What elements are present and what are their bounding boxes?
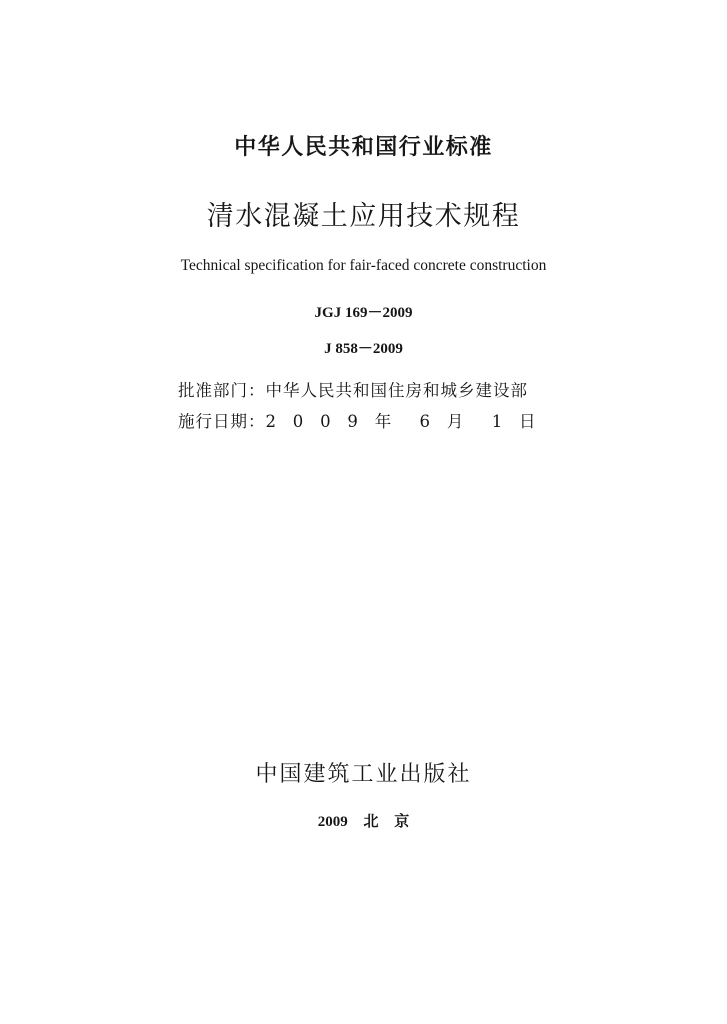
- approval-department-line: [178, 380, 578, 402]
- document-title-chinese: 清水混凝土应用技术规程: [206, 201, 521, 232]
- publication-year-city: 2009 北 京: [317, 814, 410, 830]
- standard-code-jgj: JGJ 169－2009: [314, 305, 413, 321]
- approval-value: 中华人民共和国住房和城乡建设部: [265, 381, 528, 400]
- document-title-english: Technical specification for fair-faced concrete construction: [180, 257, 547, 274]
- approval-label: 批准部门：: [178, 381, 266, 400]
- effective-label: 施行日期：: [178, 412, 266, 431]
- effective-date-value: 2 0 0 9 年 6 月 1 日: [265, 412, 536, 431]
- effective-date-line: [178, 411, 578, 433]
- standard-category: 中华人民共和国行业标准: [234, 135, 493, 160]
- standard-code-j: J 858－2009: [324, 341, 403, 357]
- publisher-name: 中国建筑工业出版社: [255, 762, 472, 787]
